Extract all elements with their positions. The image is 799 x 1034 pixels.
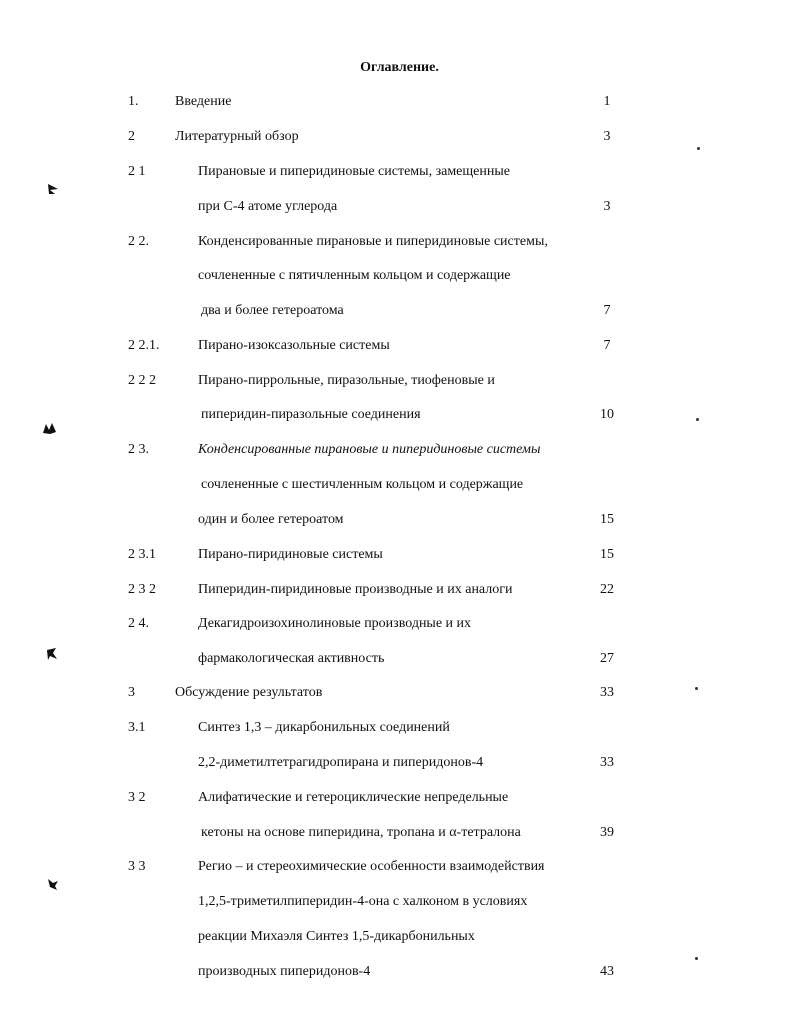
page-number: 15 [600,512,614,527]
toc-row [0,301,799,321]
section-title: сочлененные с пятичленным кольцом и содержащие [198,268,511,283]
page-number: 7 [603,338,611,353]
section-title: реакции Михаэля Синтез 1,5-дикарбонильных [198,929,475,944]
section-title: пиперидин-пиразольные соединения [201,407,421,422]
scan-artifact-icon [42,421,58,440]
toc-row [0,197,799,217]
toc-row [0,475,799,495]
section-title: Алифатические и гетероциклические непредельные [198,790,509,805]
toc-row [0,162,799,182]
toc-row [0,857,799,877]
page-title: Оглавление. [360,60,439,75]
section-title: Пирано-изоксазольные системы [198,338,390,353]
toc-row [0,545,799,565]
section-number: 3 [128,685,135,700]
page-number: 10 [600,407,614,422]
section-title: при С-4 атоме углерода [198,199,338,214]
section-number: 2 3. [128,442,149,457]
toc-row [0,892,799,912]
page-number: 22 [600,582,614,597]
section-number: 2 4. [128,616,149,631]
section-title: Синтез 1,3 – дикарбонильных соединений [198,720,450,735]
toc-row [0,753,799,773]
section-number: 2 2 2 [128,373,156,388]
toc-row [0,371,799,391]
toc-row [0,718,799,738]
section-title: Пиперидин-пиридиновые производные и их аналоги [198,582,513,597]
page-number: 27 [600,651,614,666]
section-title: Конденсированные пирановые и пиперидиновые системы, [198,234,548,249]
toc-row [0,266,799,286]
toc-row [0,962,799,982]
toc-row [0,683,799,703]
section-title: Литературный обзор [175,129,299,144]
section-title: Пирано-пиридиновые системы [198,547,383,562]
page-number: 1 [603,94,611,109]
page-number: 43 [600,964,614,979]
section-title: один и более гетероатом [198,512,344,527]
toc-row [0,232,799,252]
section-title: 1,2,5-триметилпиперидин-4-она с халконом в условиях [198,894,528,909]
page-number: 3 [603,199,611,214]
page-number: 3 [603,129,611,144]
section-title: Регио – и стереохимические особенности взаимодействия [198,859,545,874]
section-number: 2 2. [128,234,149,249]
section-number: 2 1 [128,164,146,179]
toc-row [0,927,799,947]
scan-artifact-icon [46,877,60,896]
section-number: 3.1 [128,720,146,735]
section-title: Конденсированные пирановые и пиперидиновые системы [198,442,541,457]
toc-row [0,92,799,112]
toc-row [0,649,799,669]
page-number: 7 [603,303,611,318]
scan-artifact-icon [46,182,60,201]
section-number: 3 2 [128,790,146,805]
section-number: 1. [128,94,139,109]
section-title: Введение [175,94,232,109]
section-number: 3 3 [128,859,146,874]
section-title: фармакологическая активность [198,651,385,666]
toc-row [0,580,799,600]
section-title: 2,2-диметилтетрагидропирана и пиперидонов-4 [198,755,484,770]
page-number: 33 [600,685,614,700]
scan-dot [697,147,700,150]
scan-dot [695,687,698,690]
toc-row [0,788,799,808]
section-title: два и более гетероатома [201,303,344,318]
toc-row [0,440,799,460]
section-number: 2 3.1 [128,547,156,562]
scan-dot [696,418,699,421]
page-number: 15 [600,547,614,562]
page-number: 39 [600,825,614,840]
toc-row [0,336,799,356]
section-title: Декагидроизохинолиновые производные и их [198,616,472,631]
section-title: Пирано-пиррольные, пиразольные, тиофеновые и [198,373,495,388]
section-number: 2 3 2 [128,582,156,597]
section-title: производных пиперидонов-4 [198,964,371,979]
toc-row [0,614,799,634]
scan-artifact-icon [45,647,59,666]
section-title: сочлененные с шестичленным кольцом и содержащие [201,477,524,492]
page-number: 33 [600,755,614,770]
section-title: Обсуждение результатов [175,685,323,700]
section-number: 2 [128,129,135,144]
section-title: Пирановые и пиперидиновые системы, замещенные [198,164,510,179]
toc-row [0,127,799,147]
toc-row [0,510,799,530]
section-title: кетоны на основе пиперидина, тропана и α-тетралона [201,825,521,840]
scan-dot [695,957,698,960]
section-number: 2 2.1. [128,338,160,353]
toc-row [0,405,799,425]
toc-row [0,823,799,843]
